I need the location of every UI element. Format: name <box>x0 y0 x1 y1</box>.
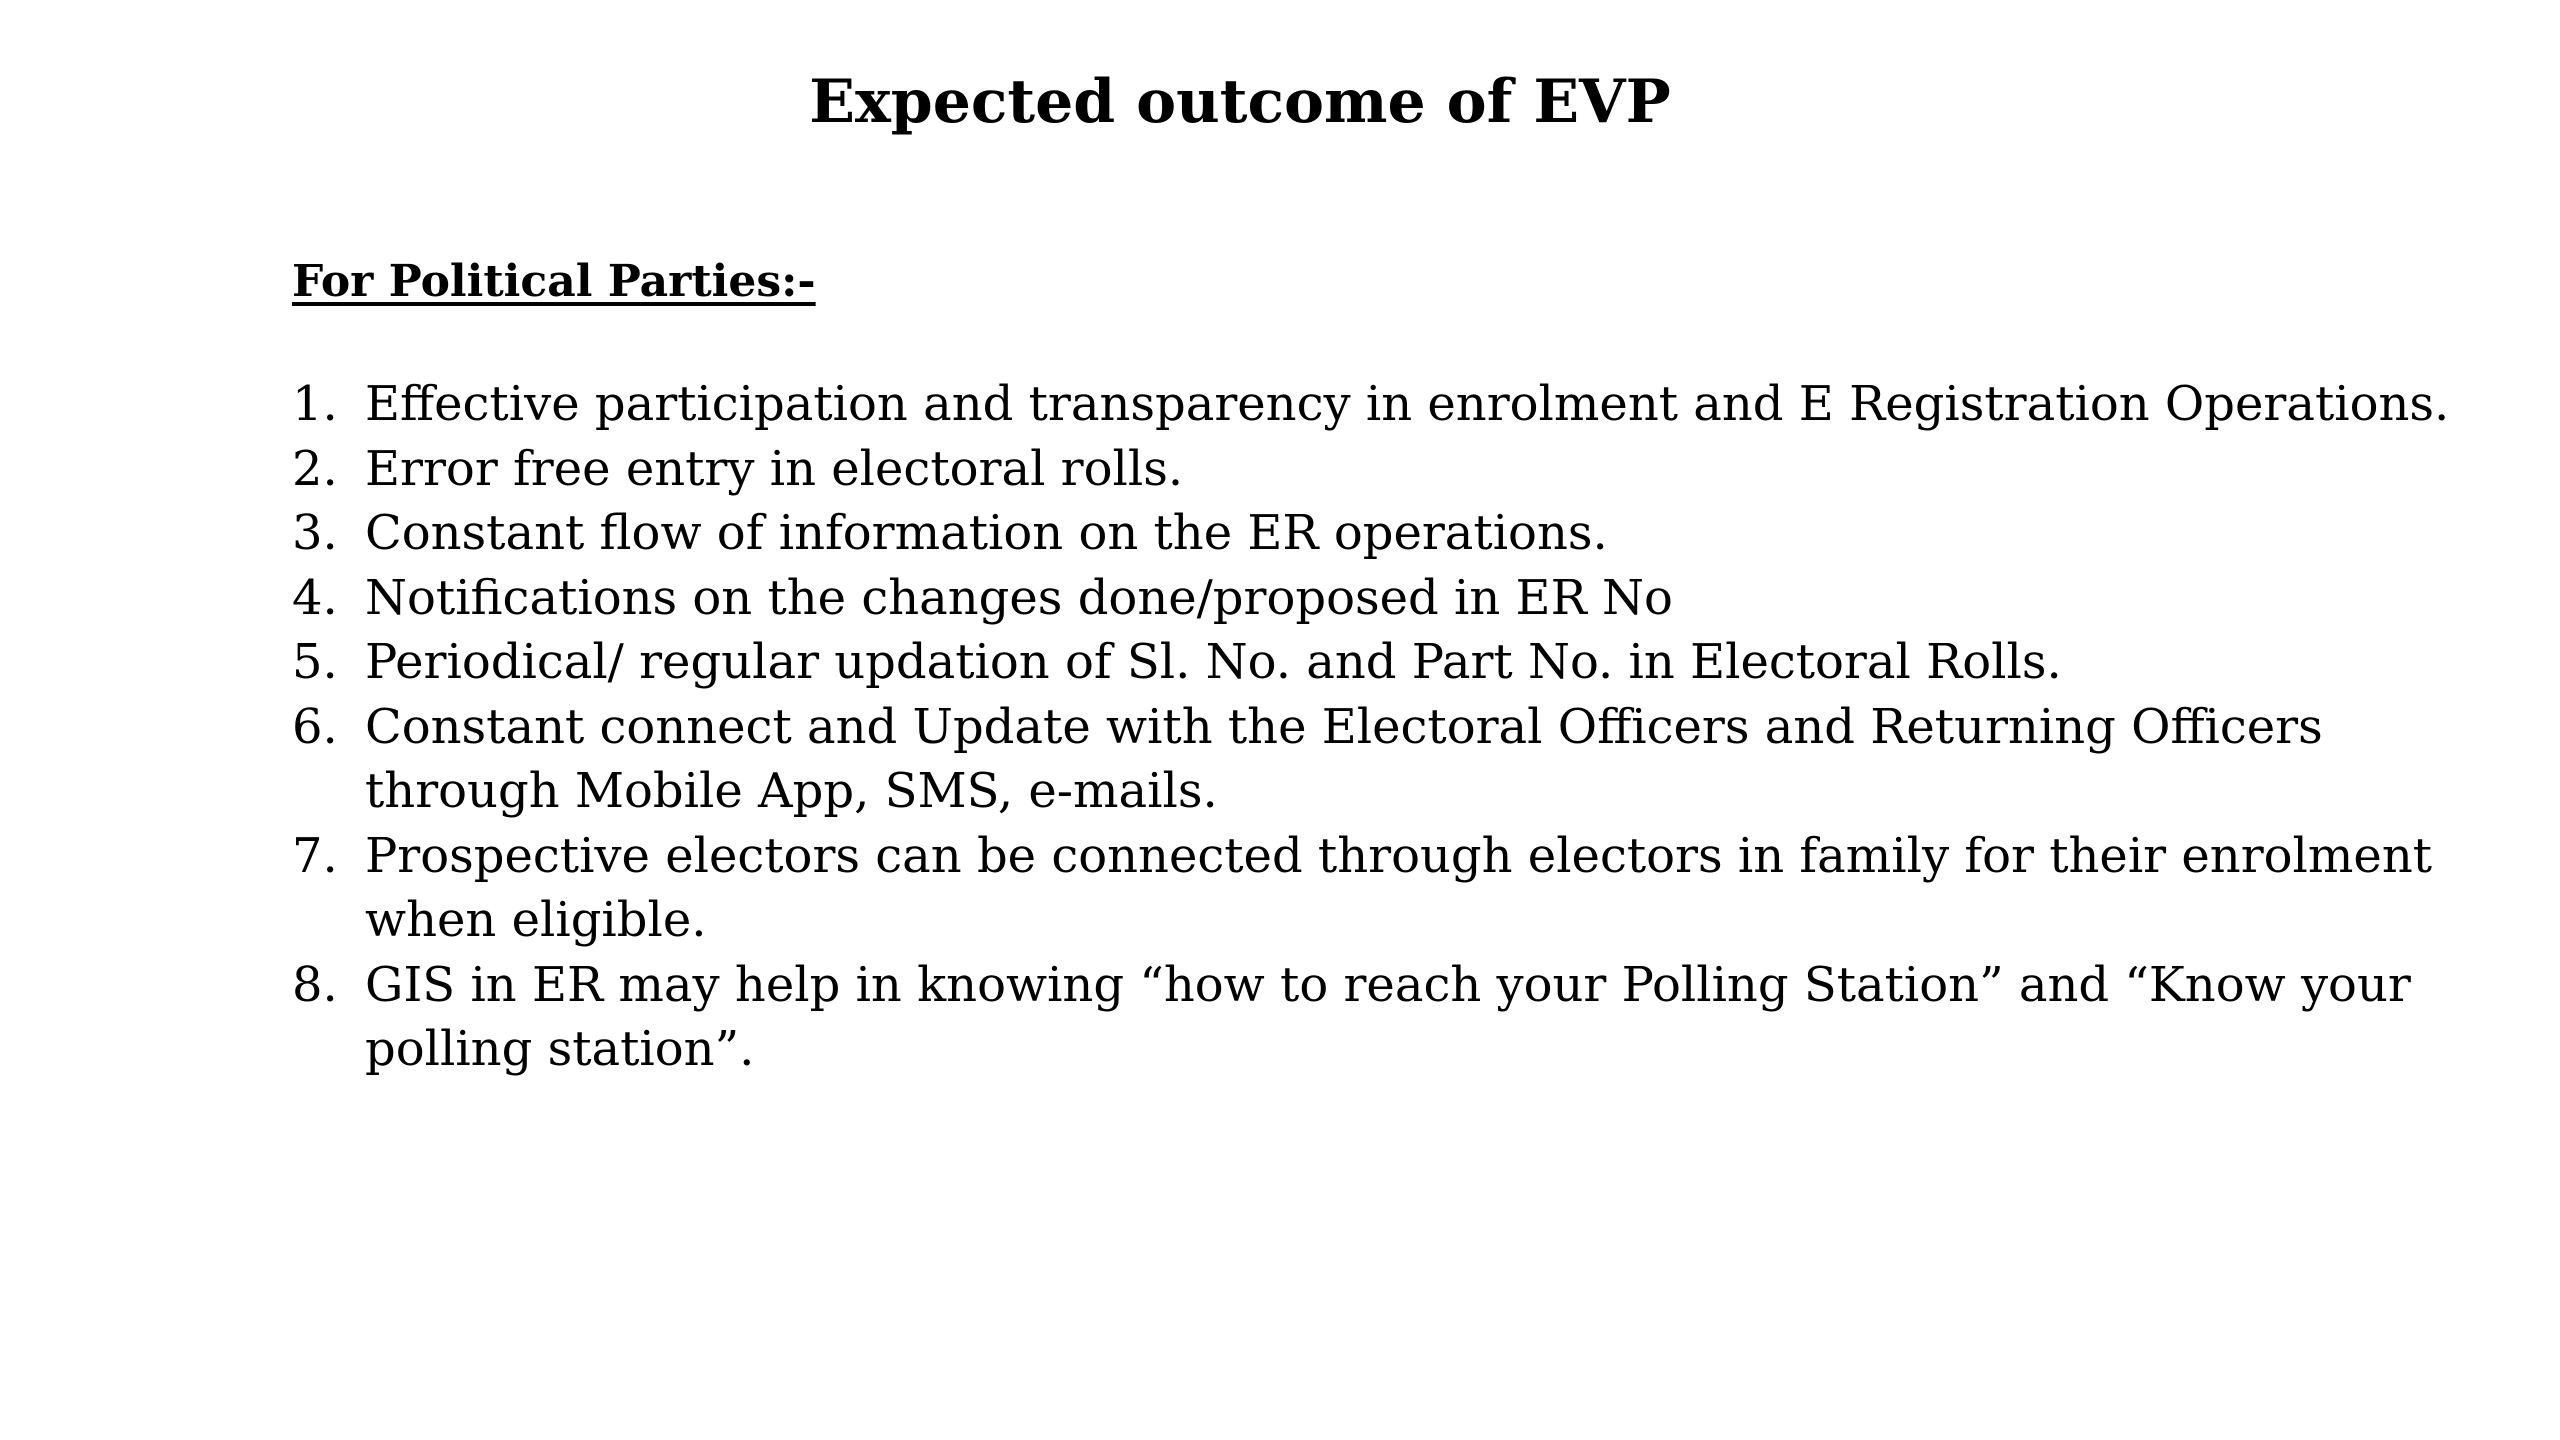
list-item-text: Constant flow of information on the ER operations. <box>365 505 1608 561</box>
list-item <box>292 566 2492 631</box>
list-item-number: 6. <box>292 698 338 755</box>
list-item-number: 8. <box>292 956 338 1013</box>
outcome-list <box>292 372 2492 1082</box>
list-item <box>292 630 2492 695</box>
list-item <box>292 953 2492 1082</box>
section-heading: For Political Parties:- <box>292 256 816 307</box>
list-item-number: 7. <box>292 827 338 884</box>
list-item-number: 1. <box>292 376 338 432</box>
list-item <box>292 695 2492 824</box>
list-item-text: GIS in ER may help in knowing “how to reach your Polling Station” and “Know your polling station”. <box>365 956 2411 1077</box>
list-item-number: 4. <box>292 569 338 626</box>
list-item-text: Constant connect and Update with the Electoral Officers and Returning Officers through Mobile App, SMS, e-mails. <box>365 698 2323 819</box>
list-item-text: Notifications on the changes done/proposed in ER No <box>365 569 1673 626</box>
list-item-text: Prospective electors can be connected through electors in family for their enrolment when eligible. <box>365 827 2433 948</box>
slide-title: Expected outcome of EVP <box>809 67 1671 137</box>
list-item-text: Effective participation and transparency in enrolment and E Registration Operations. <box>365 376 2450 432</box>
list-item <box>292 372 2492 437</box>
list-item-text: Error free entry in electoral rolls. <box>365 440 1184 497</box>
list-item <box>292 437 2492 502</box>
list-item-number: 3. <box>292 505 338 561</box>
list-item-text: Periodical/ regular updation of Sl. No. and Part No. in Electoral Rolls. <box>365 634 2062 690</box>
list-item <box>292 824 2492 953</box>
list-item-number: 5. <box>292 634 338 690</box>
list-item <box>292 501 2492 566</box>
list-item-number: 2. <box>292 440 338 497</box>
